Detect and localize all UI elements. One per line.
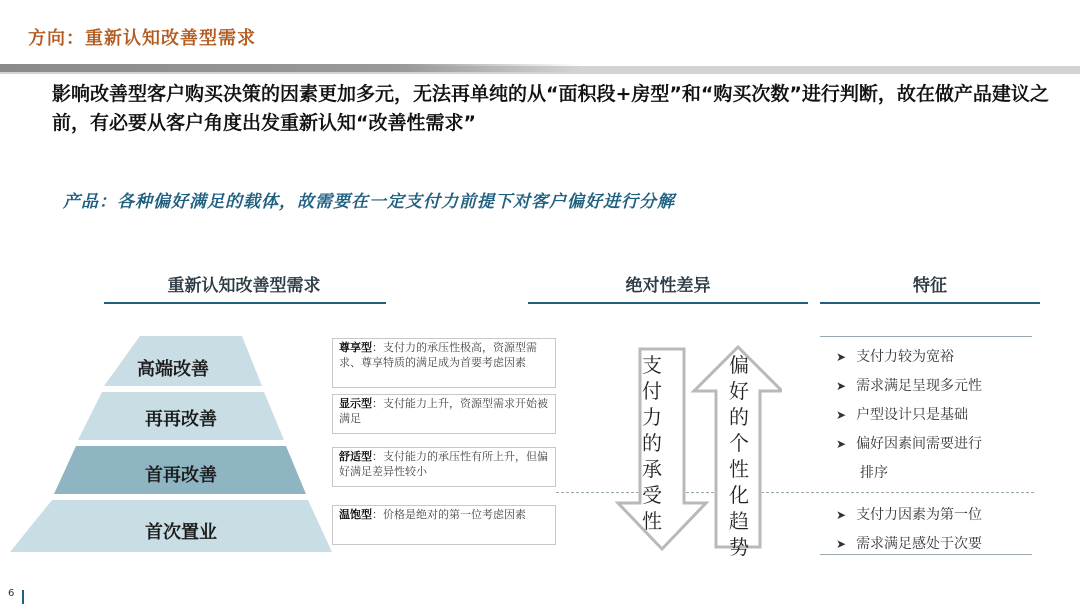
- feature-item: ➤ 支付力因素为第一位: [836, 507, 983, 523]
- feature-item: ➤ 需求满足感处于次要: [836, 536, 983, 552]
- column-header-middle-line: [528, 302, 808, 304]
- column-header-left-line: [104, 302, 386, 304]
- chevron-right-icon: ➤: [836, 437, 847, 451]
- description-text: ：支付能力上升，资源型需求开始被满足: [339, 397, 548, 425]
- column-header-right: 特征: [913, 276, 947, 296]
- arrow-char: 偏: [729, 353, 749, 377]
- pyramid-label-3: 首再改善: [145, 465, 217, 486]
- description-type: 舒适型: [339, 450, 372, 463]
- feature-item: ➤ 户型设计只是基础: [836, 407, 969, 423]
- arrow-char: 化: [729, 483, 749, 507]
- pyramid-label-4: 首次置业: [145, 522, 217, 543]
- chevron-right-icon: ➤: [836, 379, 847, 393]
- description-box-display: [332, 394, 556, 434]
- arrow-char: 势: [729, 535, 749, 559]
- subtitle: 产品：各种偏好满足的载体，故需要在一定支付力前提下对客户偏好进行分解: [63, 192, 675, 212]
- features-bottom-line: [820, 554, 1032, 555]
- arrow-char: 性: [729, 457, 749, 481]
- description-text: ：价格是绝对的第一位考虑因素: [372, 508, 526, 521]
- arrow-char: 的: [729, 405, 749, 429]
- pyramid-label-2: 再再改善: [145, 409, 217, 430]
- feature-item: ➤ 需求满足呈现多元性: [836, 378, 983, 394]
- feature-item: ➤ 偏好因素间需要进行: [836, 436, 983, 452]
- arrow-char: 好: [729, 379, 749, 403]
- chevron-right-icon: ➤: [836, 537, 847, 551]
- header-divider-accent: [0, 64, 580, 72]
- description-text: ：支付能力的承压性有所上升，但偏好满足差异性较小: [339, 450, 548, 478]
- chevron-right-icon: ➤: [836, 350, 847, 364]
- page-number-marker: [22, 590, 24, 604]
- chevron-right-icon: ➤: [836, 508, 847, 522]
- description-box-premium: [332, 338, 556, 388]
- description-type: 显示型: [339, 397, 372, 410]
- arrows-diagram: [612, 345, 782, 553]
- page-number: 6: [8, 588, 15, 599]
- description-type: 温饱型: [339, 508, 372, 521]
- feature-item: ➤ 支付力较为宽裕: [836, 349, 955, 365]
- arrow-char: 性: [642, 509, 662, 533]
- up-arrow-text: [726, 352, 752, 560]
- arrow-char: 付: [642, 379, 662, 403]
- column-header-left: 重新认知改善型需求: [167, 276, 321, 296]
- column-header-right-line: [820, 302, 1040, 304]
- description-box-comfort: [332, 447, 556, 487]
- chevron-right-icon: ➤: [836, 408, 847, 422]
- description-type: 尊享型: [339, 341, 372, 354]
- arrow-char: 力: [642, 405, 662, 429]
- page-title: 方向：重新认知改善型需求: [28, 28, 256, 49]
- down-arrow-text: [639, 352, 665, 534]
- description-box-basic: [332, 505, 556, 545]
- arrow-char: 的: [642, 431, 662, 455]
- arrow-char: 支: [642, 353, 662, 377]
- description-text: ：支付力的承压性极高，资源型需求、尊享特质的满足成为首要考虑因素: [339, 341, 537, 369]
- feature-item-continuation: 排序: [860, 465, 888, 481]
- features-top-line: [820, 336, 1032, 337]
- intro-text: 影响改善型客户购买决策的因素更加多元，无法再单纯的从“面积段+房型”和“购买次数”进行判断，故在做产品建议之前，有必要从客户角度出发重新认知“改善性需求”: [52, 83, 1049, 134]
- pyramid-label-1: 高端改善: [137, 359, 209, 380]
- arrow-char: 受: [642, 483, 662, 507]
- column-header-middle: 绝对性差异: [625, 276, 711, 296]
- arrow-char: 个: [729, 431, 749, 455]
- arrow-char: 承: [642, 457, 662, 481]
- arrow-char: 趋: [729, 509, 749, 533]
